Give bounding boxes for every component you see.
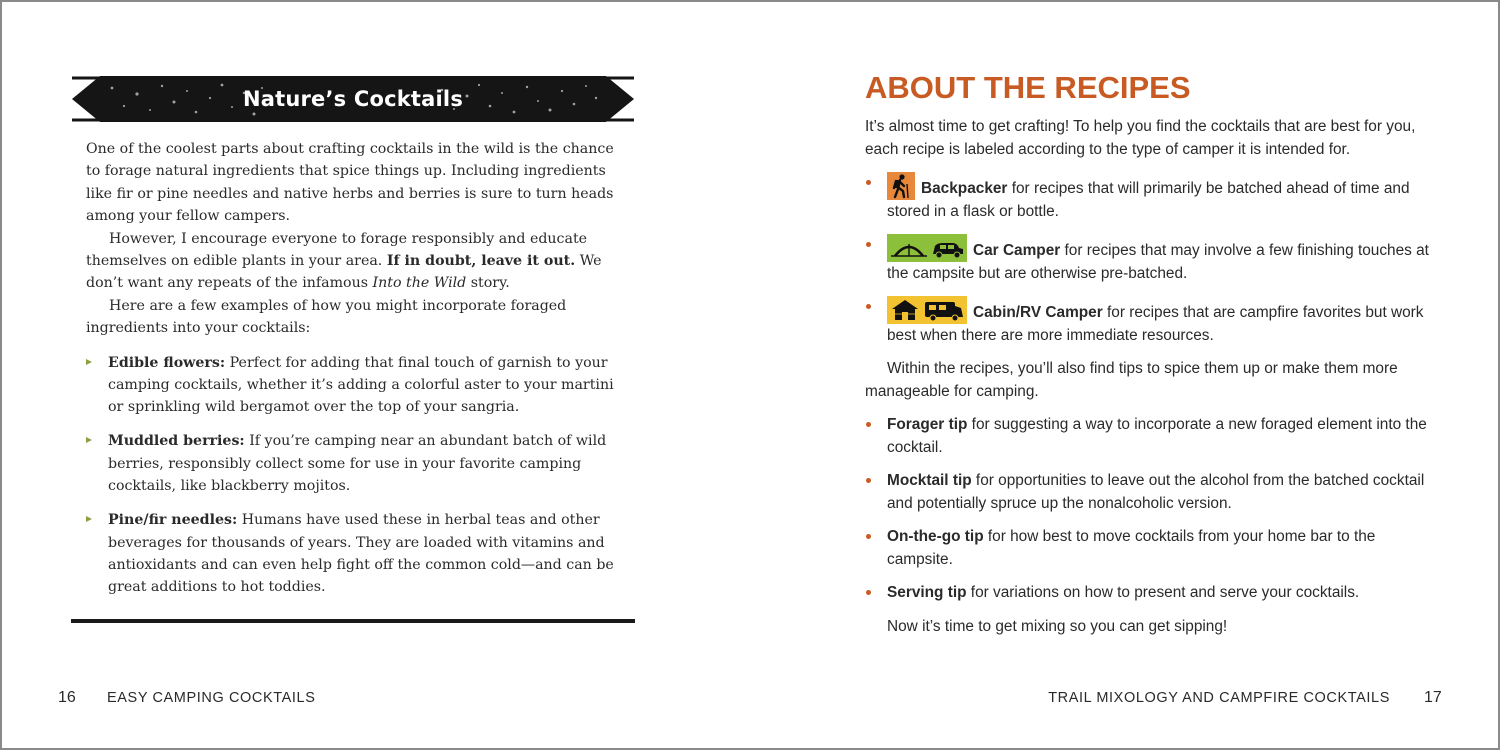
tips-list [865,414,1445,605]
list-term: Edible flowers: [108,354,226,371]
bullet-dot-icon [866,478,871,483]
list-term: Pine/fir needles: [108,512,238,529]
list-term: Muddled berries: [108,433,245,450]
list-text: for recipes that are campfire favorites but work best when there are more immediate resources. [887,304,1424,344]
list-item [865,234,1445,285]
section-banner [72,76,634,122]
list-item [86,509,622,599]
right-page-number: 17 [1424,689,1442,706]
list-term: Serving tip [887,584,967,601]
list-item [865,296,1445,347]
tips-intro: Within the recipes, you’ll also find tips to spice them up or make them more manageable for camping. [865,360,1398,400]
list-item [865,470,1445,515]
bullet-dot-icon [866,422,871,427]
list-term: On-the-go tip [887,528,984,545]
book-title-italic: Into the Wild [372,275,467,292]
closing-line: Now it’s time to get mixing so you can get sipping! [887,617,1228,635]
caution-text-end: story. [466,275,510,292]
bullet-dot-icon [866,590,871,595]
right-running-footer: TRAIL MIXOLOGY AND CAMPFIRE COCKTAILS [1048,690,1390,706]
camper-type-list [865,172,1445,347]
recipes-intro: It’s almost time to get crafting! To help you find the cocktails that are best for you, each recipe is labeled according to the type of camper it is intended for. [865,118,1416,158]
foraged-list [86,352,622,599]
caution-paragraph [86,228,622,295]
list-term: Cabin/RV Camper [973,304,1103,321]
triangle-bullet-icon [86,437,92,443]
list-term: Forager tip [887,416,968,433]
left-body [86,138,622,610]
section-rule [71,619,635,623]
examples-paragraph: Here are a few examples of how you might incorporate foraged ingredients into your cocktails: [86,297,567,337]
list-item [865,582,1445,605]
left-page-number: 16 [58,689,76,706]
bullet-dot-icon [866,304,871,309]
hiker-icon [887,172,915,200]
bullet-dot-icon [866,242,871,247]
tent-car-icon [887,234,967,262]
list-term: Backpacker [921,180,1008,197]
triangle-bullet-icon [86,359,92,365]
list-item [86,352,622,419]
bullet-dot-icon [866,534,871,539]
list-text: for variations on how to present and serve your cocktails. [966,584,1360,601]
left-running-footer: EASY CAMPING COCKTAILS [107,690,316,706]
list-text: for recipes that may involve a few finishing touches at the campsite but are otherwise pre-batched. [887,242,1429,282]
banner-title: Nature’s Cocktails [242,87,464,111]
list-text: for suggesting a way to incorporate a new foraged element into the cocktail. [887,416,1427,456]
list-text: Humans have used these in herbal teas and other beverages for thousands of years. They are loaded with vitamins and antioxidants and can even help fight off the common cold—and can be great additions to hot toddies. [108,512,614,596]
cabin-rv-icon [887,296,967,324]
list-item [865,414,1445,459]
list-text: Perfect for adding that final touch of garnish to your camping cocktails, whether it’s adding a colorful aster to your martini or sprinkling wild bergamot over the top of your sangria. [108,354,614,416]
list-item [86,430,622,497]
list-term: Mocktail tip [887,472,972,489]
caution-text-mid: We don’t want any repeats of the infamous [86,253,602,292]
list-text: If you’re camping near an abundant batch of wild berries, responsibly collect some for use in your favorite camping cocktails, like blackberry mojitos. [108,433,607,495]
right-body [865,116,1445,638]
triangle-bullet-icon [86,516,92,522]
list-item [865,526,1445,571]
list-item [865,172,1445,223]
caution-text-start: However, I encourage everyone to forage responsibly and educate themselves on edible plants in your area. [86,230,588,270]
bullet-dot-icon [866,180,871,185]
page-title: ABOUT THE RECIPES [865,70,1191,105]
list-text: for how best to move cocktails from your home bar to the campsite. [887,528,1376,568]
list-term: Car Camper [973,242,1061,259]
list-text: for opportunities to leave out the alcohol from the batched cocktail and potentially spruce up the nonalcoholic version. [887,472,1425,512]
caution-bold: If in doubt, leave it out. [386,253,576,270]
list-text: for recipes that will primarily be batched ahead of time and stored in a flask or bottle. [887,180,1410,220]
intro-paragraph: One of the coolest parts about crafting cocktails in the wild is the chance to forage natural ingredients that spice things up. Including ingredients like fir or pine needles and native herbs and berries is sure to turn heads among your fellow campers. [86,141,614,225]
